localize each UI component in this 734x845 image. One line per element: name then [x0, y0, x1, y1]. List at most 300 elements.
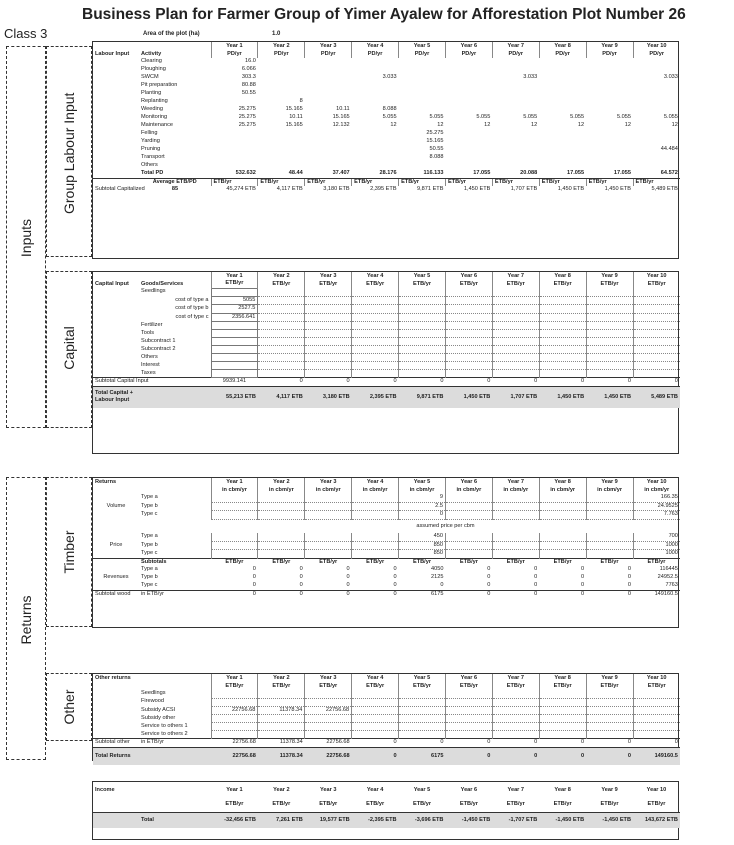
other-row: [93, 731, 680, 739]
revenue-row: [93, 566, 680, 574]
value-cell: [305, 66, 352, 74]
type-label: Type a: [141, 566, 158, 573]
total-capital-cell: 2,395 ETB: [352, 386, 399, 408]
avg-row: [93, 178, 680, 186]
unit-header: ETB/yr: [352, 178, 399, 186]
subtotal-row: [93, 186, 680, 194]
header-row: [93, 272, 680, 280]
activity-label: Others: [141, 162, 158, 169]
value-cell: [258, 322, 305, 330]
total-returns-row: [93, 747, 680, 765]
value-cell: [352, 502, 399, 511]
activity-label: Replanting: [141, 98, 168, 105]
subtotal-cell: 9,871 ETB: [417, 186, 444, 193]
value-cell: 700: [633, 533, 680, 541]
year-header: Year 3: [305, 272, 352, 280]
year-header: Year 1: [211, 272, 258, 280]
total-returns-cell: 0: [352, 747, 399, 765]
subtotal-cell: 0: [352, 378, 399, 387]
timber-returns-table: [92, 477, 679, 628]
blank: [93, 296, 139, 305]
value-cell: [492, 162, 539, 170]
activity-label: SWCM: [141, 74, 159, 81]
group-labour-label: Group Labour Input: [61, 92, 77, 214]
value-cell: [492, 550, 539, 559]
goods-label: cost of type b: [175, 305, 209, 311]
value-cell: 0: [487, 574, 491, 581]
unit-header: ETB/yr: [399, 280, 446, 288]
value-cell: [211, 130, 258, 138]
total-returns-cell: 0: [586, 747, 633, 765]
unit-header: ETB/yr: [211, 558, 258, 566]
value-cell: 3.033: [663, 74, 678, 81]
year-header: Year 5: [399, 478, 446, 486]
value-cell: [633, 82, 680, 90]
value-cell: [305, 362, 352, 370]
value-cell: [539, 550, 586, 559]
blank: [93, 90, 139, 98]
value-cell: 50.55: [241, 90, 256, 97]
activity-label: Planting: [141, 90, 162, 97]
capital-row: [93, 354, 680, 362]
value-cell: [586, 146, 633, 154]
unit-header: ETB/yr: [445, 280, 492, 288]
value-cell: [492, 98, 539, 106]
subtotal-cell: 0: [539, 590, 586, 598]
value-cell: 24952.5: [657, 574, 678, 581]
blank: [93, 114, 139, 122]
unit-header: ETB/yr: [539, 280, 586, 288]
total-pd-cell: 532.632: [235, 170, 256, 176]
value-cell: [586, 66, 633, 74]
subtotal-cell: 9939.141: [211, 378, 258, 387]
value-cell: [445, 550, 492, 559]
value-cell: [305, 313, 352, 322]
returns-header: Returns: [95, 478, 117, 485]
blank: [93, 146, 139, 154]
subtotal-cell: 0: [305, 590, 352, 598]
value-cell: [492, 288, 539, 296]
capital-row: [93, 305, 680, 314]
type-label: Type b: [141, 502, 158, 509]
value-cell: [211, 690, 258, 698]
assumed-price-label: assumed price per cbm: [416, 522, 475, 529]
blank: [139, 486, 211, 494]
header-row: [93, 674, 680, 682]
unit-header: PD/yr: [305, 50, 352, 58]
year-header: Year 6: [445, 674, 492, 682]
subtotal-cell: 149160.5: [633, 590, 680, 598]
revenue-row: [93, 582, 680, 590]
value-cell: [492, 533, 539, 541]
value-cell: [539, 138, 586, 146]
subtotal-cell: 0: [492, 739, 539, 748]
value-cell: 22756.68: [305, 706, 352, 715]
value-cell: [211, 288, 258, 296]
value-cell: [258, 511, 305, 520]
blank: [93, 486, 139, 494]
value-cell: [399, 322, 446, 330]
goods-label: Others: [141, 353, 158, 360]
year-header: Year 7: [492, 42, 539, 50]
value-cell: [539, 296, 586, 305]
value-cell: 0: [627, 566, 632, 573]
value-cell: 5.055: [523, 114, 538, 121]
value-cell: [586, 346, 633, 354]
total-pd-cell: 37.407: [332, 170, 350, 176]
labour-input-header: Labour Input: [95, 50, 130, 57]
value-cell: [305, 511, 352, 520]
value-cell: [258, 533, 305, 541]
value-cell: [445, 698, 492, 706]
year-header: Year 5: [399, 42, 446, 50]
value-cell: [633, 162, 680, 170]
value-cell: [492, 154, 539, 162]
subtotal-cell: 5,489 ETB: [651, 186, 678, 193]
subtotal-cell: 11378.34: [258, 739, 305, 748]
value-cell: 9: [399, 494, 446, 502]
value-cell: [539, 82, 586, 90]
goods-services-header: Goods/Services: [141, 280, 184, 287]
subtotal-cell: 4,117 ETB: [276, 186, 303, 193]
labour-row: [93, 66, 680, 74]
unit-header: ETB/yr: [492, 178, 539, 186]
value-cell: [445, 502, 492, 511]
labour-row: [93, 138, 680, 146]
value-cell: 2527.5: [211, 305, 258, 314]
value-cell: [445, 723, 492, 731]
value-cell: 11378.34: [258, 706, 305, 715]
value-cell: [633, 313, 680, 322]
value-cell: [586, 82, 633, 90]
year-header: Year 3: [305, 478, 352, 486]
unit-header: ETB/yr: [586, 682, 633, 690]
labour-row: [93, 58, 680, 66]
value-cell: [211, 338, 258, 346]
value-cell: [492, 346, 539, 354]
subtotal-other-label: Subtotal other: [93, 739, 139, 748]
value-cell: [633, 346, 680, 354]
value-cell: 0: [393, 566, 397, 573]
value-cell: 5.055: [663, 114, 678, 121]
blank: [93, 313, 139, 322]
subtotal-cell: 2,395 ETB: [370, 186, 397, 193]
value-cell: 0: [346, 582, 350, 588]
value-cell: [352, 313, 399, 322]
value-cell: [586, 533, 633, 541]
unit-header: in cbm/yr: [539, 486, 586, 494]
year-header: Year 10: [633, 272, 680, 280]
other-returns-table: [92, 673, 679, 761]
type-label: Type a: [141, 494, 158, 501]
value-cell: 5.055: [570, 114, 585, 121]
value-cell: [633, 130, 680, 138]
other-label: Subsidy other: [141, 714, 176, 721]
year-header: Year 5: [413, 786, 431, 793]
page-title: Business Plan for Farmer Group of Yimer Ayalew for Afforestation Plot Number 26: [82, 6, 686, 23]
value-cell: [258, 362, 305, 370]
value-cell: [258, 550, 305, 559]
value-cell: [399, 370, 446, 378]
unit-header: in cbm/yr: [586, 486, 633, 494]
value-cell: [539, 154, 586, 162]
value-cell: [352, 82, 399, 90]
value-cell: [258, 58, 305, 66]
value-cell: [305, 723, 352, 731]
year-header: Year 8: [539, 42, 586, 50]
value-cell: [492, 322, 539, 330]
income-total-cell: 143,672 ETB: [633, 812, 680, 828]
blank: [93, 66, 139, 74]
total-pd-cell: 17.055: [567, 170, 585, 176]
value-cell: [211, 146, 258, 154]
income-table: [92, 781, 679, 840]
value-cell: [539, 362, 586, 370]
value-cell: 12: [624, 122, 632, 129]
value-cell: [539, 90, 586, 98]
labour-input-table: [92, 41, 679, 259]
year-header: Year 9: [601, 786, 618, 793]
blank: [139, 798, 211, 812]
year-header: Year 1: [211, 478, 258, 486]
blank: [139, 42, 211, 50]
value-cell: 7763: [665, 582, 678, 588]
value-cell: [305, 715, 352, 723]
total-capital-row: [93, 386, 680, 408]
value-cell: [399, 106, 446, 114]
value-cell: [633, 362, 680, 370]
year-header: Year 5: [399, 674, 446, 682]
value-cell: [399, 706, 446, 715]
value-cell: [445, 106, 492, 114]
unit-header: ETB/yr: [258, 178, 305, 186]
value-cell: [445, 330, 492, 338]
value-cell: [399, 715, 446, 723]
value-cell: [399, 313, 446, 322]
value-cell: 0: [487, 582, 491, 588]
value-cell: [258, 130, 305, 138]
value-cell: [258, 723, 305, 731]
value-cell: [539, 502, 586, 511]
value-cell: 166.35: [633, 494, 680, 502]
avg-etb-value: 85: [171, 186, 179, 193]
value-cell: [305, 82, 352, 90]
capital-row: [93, 362, 680, 370]
year-header: Year 9: [586, 478, 633, 486]
value-cell: [352, 715, 399, 723]
blank: [93, 731, 139, 739]
value-cell: [305, 698, 352, 706]
total-returns-cell: 149160.5: [633, 747, 680, 765]
blank: [139, 478, 211, 486]
value-cell: [305, 338, 352, 346]
value-cell: [305, 541, 352, 550]
total-returns-cell: 0: [492, 747, 539, 765]
assumed-row: [93, 519, 680, 533]
subtotal-cell: 1,450 ETB: [557, 186, 585, 193]
total-capital-cell: 3,180 ETB: [305, 386, 352, 408]
subtotal-cell: 0: [586, 590, 633, 598]
value-cell: [445, 690, 492, 698]
value-cell: [633, 106, 680, 114]
unit-header: PD/yr: [211, 50, 258, 58]
income-total-cell: -1,707 ETB: [492, 812, 539, 828]
subtotal-cell: 0: [211, 590, 258, 598]
subtotal-cell: 1,450 ETB: [604, 186, 632, 193]
blank: [93, 322, 139, 330]
value-cell: 0: [399, 511, 446, 520]
value-cell: [539, 58, 586, 66]
blank: [139, 519, 211, 533]
value-cell: [445, 511, 492, 520]
capital-row: [93, 330, 680, 338]
unit-header: PD/yr: [539, 50, 586, 58]
total-pd-cell: 17.055: [473, 170, 491, 176]
blank: [93, 162, 139, 170]
subtotal-cell: 22756.68: [211, 739, 258, 748]
value-cell: [492, 296, 539, 305]
blank: [93, 715, 139, 723]
year-header: Year 4: [352, 272, 399, 280]
year-header: Year 3: [305, 42, 352, 50]
blank: [93, 519, 139, 533]
blank: [93, 682, 139, 690]
value-cell: [352, 90, 399, 98]
value-cell: [633, 322, 680, 330]
value-cell: [492, 706, 539, 715]
revenues-label: [93, 582, 139, 590]
year-header: Year 3: [305, 674, 352, 682]
value-cell: [492, 146, 539, 154]
value-cell: 1000: [633, 550, 680, 559]
year-header: Year 7: [492, 272, 539, 280]
subtotal-cell: 0: [539, 378, 586, 387]
value-cell: 0: [252, 566, 256, 573]
unit-header: ETB/yr: [319, 801, 338, 808]
unit-header: ETB/yr: [633, 178, 680, 186]
value-cell: [445, 162, 492, 170]
unit-header: PD/yr: [492, 50, 539, 58]
other-label: Other: [61, 689, 77, 725]
blank: [139, 378, 211, 387]
unit-row: [93, 50, 680, 58]
other-returns-header: Other returns: [95, 674, 131, 681]
labour-row: [93, 130, 680, 138]
value-cell: [258, 354, 305, 362]
value-cell: [539, 106, 586, 114]
subtotal-cell: 1,450 ETB: [463, 186, 491, 193]
value-cell: [399, 346, 446, 354]
unit-header: ETB/yr: [633, 558, 680, 566]
volume-row: [93, 511, 680, 520]
value-cell: 12: [484, 122, 491, 129]
value-cell: [586, 698, 633, 706]
subtotal-cell: 0: [445, 378, 492, 387]
value-cell: 22756.68: [211, 706, 258, 715]
blank: [93, 354, 139, 362]
value-cell: [492, 130, 539, 138]
blank: [93, 154, 139, 162]
subtotals-label: Subtotals: [139, 558, 211, 566]
subtotal-cell: 0: [445, 590, 492, 598]
value-cell: [539, 706, 586, 715]
value-cell: [586, 550, 633, 559]
blank: [93, 288, 139, 296]
value-cell: [305, 370, 352, 378]
value-cell: [492, 82, 539, 90]
capital-row: [93, 288, 680, 296]
other-row: [93, 706, 680, 715]
unit-header: in cbm/yr: [352, 486, 399, 494]
class-label: Class 3: [4, 26, 48, 41]
unit-header: PD/yr: [633, 50, 680, 58]
capital-input-header: Capital Input: [95, 280, 129, 287]
labour-row: [93, 82, 680, 90]
value-cell: [586, 723, 633, 731]
value-cell: [399, 162, 446, 170]
value-cell: [352, 362, 399, 370]
value-cell: [633, 731, 680, 739]
value-cell: [445, 541, 492, 550]
activity-label: Clearing: [141, 58, 162, 65]
unit-header: ETB/yr: [211, 682, 258, 690]
activity-label: Felling: [141, 130, 158, 137]
value-cell: [539, 698, 586, 706]
value-cell: [492, 66, 539, 74]
value-cell: [305, 354, 352, 362]
value-cell: [352, 511, 399, 520]
year-header: Year 10: [633, 42, 680, 50]
unit-header: PD/yr: [399, 50, 446, 58]
year-header: Year 6: [445, 42, 492, 50]
value-cell: [586, 74, 633, 82]
value-cell: [352, 346, 399, 354]
year-header: Year 6: [445, 478, 492, 486]
value-cell: [258, 305, 305, 314]
value-cell: [539, 98, 586, 106]
value-cell: [352, 698, 399, 706]
value-cell: 0: [534, 566, 538, 573]
activity-label: Pit preparation: [141, 82, 178, 89]
value-cell: [586, 511, 633, 520]
value-cell: [586, 313, 633, 322]
value-cell: [305, 502, 352, 511]
year-header: Year 3: [319, 786, 337, 793]
subtotal-cell: 3,180 ETB: [323, 186, 350, 193]
total-capital-cell: 1,450 ETB: [445, 386, 492, 408]
value-cell: [305, 74, 352, 82]
value-cell: [211, 162, 258, 170]
value-cell: [258, 698, 305, 706]
unit-header: in cbm/yr: [633, 486, 680, 494]
value-cell: [445, 138, 492, 146]
value-cell: [633, 296, 680, 305]
income-total-cell: -2,395 ETB: [352, 812, 399, 828]
value-cell: [258, 330, 305, 338]
value-cell: [445, 305, 492, 314]
subtotal-cell: 0: [399, 739, 446, 748]
value-cell: [492, 541, 539, 550]
subtotal-cell: 0: [352, 590, 399, 598]
value-cell: [258, 541, 305, 550]
unit-header: in cbm/yr: [305, 486, 352, 494]
income-total-cell: 7,261 ETB: [258, 812, 305, 828]
total-pd-cell: 116.133: [423, 170, 444, 176]
value-cell: [258, 690, 305, 698]
total-pd-label: Total PD: [141, 170, 164, 176]
blank: [93, 178, 139, 186]
value-cell: [445, 533, 492, 541]
